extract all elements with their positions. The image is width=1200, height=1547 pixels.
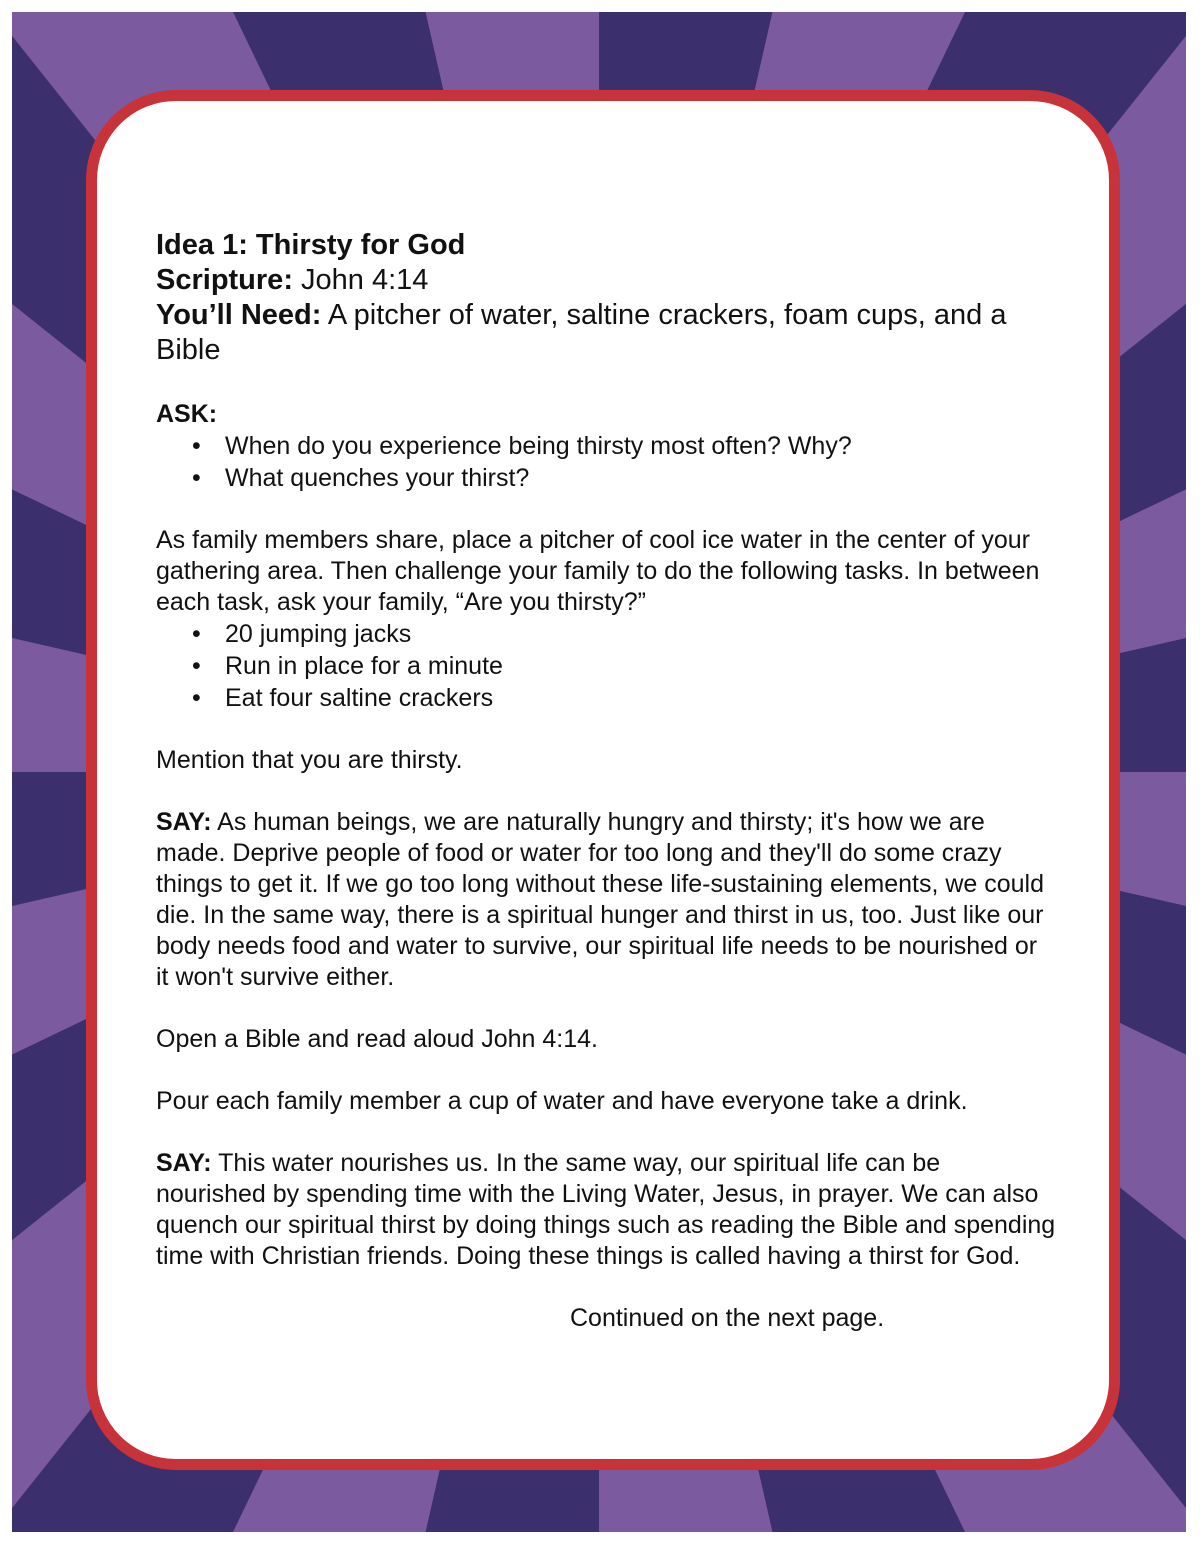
document-content <box>156 228 1056 1334</box>
continued-note: Continued on the next page. <box>570 1304 885 1332</box>
bullet-icon: • <box>192 432 201 460</box>
spacer <box>156 1117 1056 1148</box>
bullet-icon: • <box>192 464 201 492</box>
bullet-icon: • <box>192 684 201 712</box>
say-paragraph-2: SAY: This water nourishes us. In the same way, our spiritual life can be nourished by spending time with the Living Water, Jesus, in prayer. We can also quench our spiritual thirst by doing things such as reading the Bible and spending time with Christian friends. Doing these things is called having a thirst for God. <box>156 1149 1056 1270</box>
mention-paragraph: Mention that you are thirsty. <box>156 746 463 774</box>
idea-title: Idea 1: Thirsty for God <box>156 229 466 261</box>
spacer <box>156 494 1056 525</box>
spacer <box>156 1272 1056 1303</box>
bullet-icon: • <box>192 620 201 648</box>
scripture-label: Scripture: <box>156 264 293 296</box>
list-item: • Run in place for a minute <box>192 652 503 680</box>
needs-label: You’ll Need: <box>156 299 322 331</box>
list-item: • When do you experience being thirsty most often? Why? <box>192 432 852 460</box>
say-paragraph-1: SAY: As human beings, we are naturally hungry and thirsty; it's how we are made. Deprive people of food or water for too long and they'll do some crazy things to get it. If we go too long without these life-sustaining elements, we could die. In the same way, there is a spiritual hunger and thirst in us, too. Just like our body needs food and water to survive, our spiritual life needs to be nourished or it won't survive either. <box>156 808 1045 991</box>
tasks-list <box>156 618 1056 714</box>
spacer <box>156 368 1056 399</box>
spacer <box>156 776 1056 807</box>
needs-value: A pitcher of water, saltine crackers, foam cups, and a Bible <box>156 299 1007 366</box>
say-label: SAY: <box>156 1149 212 1177</box>
instructions-paragraph: As family members share, place a pitcher of cool ice water in the center of your gathering area. Then challenge your family to do the following tasks. In between each task, ask your family, “Are you thirsty?” <box>156 526 1040 616</box>
list-item: • 20 jumping jacks <box>192 620 412 648</box>
scripture-value: John 4:14 <box>292 264 429 296</box>
list-item: • What quenches your thirst? <box>192 464 530 492</box>
say-label: SAY: <box>156 808 212 836</box>
ask-label: ASK: <box>156 400 218 428</box>
spacer <box>156 714 1056 745</box>
pour-paragraph: Pour each family member a cup of water and have everyone take a drink. <box>156 1087 968 1115</box>
bullet-icon: • <box>192 652 201 680</box>
spacer <box>156 993 1056 1024</box>
spacer <box>156 1055 1056 1086</box>
read-paragraph: Open a Bible and read aloud John 4:14. <box>156 1025 599 1053</box>
list-item: • Eat four saltine crackers <box>192 684 494 712</box>
needs-line <box>156 298 1056 368</box>
scripture-line <box>156 263 1056 298</box>
ask-list <box>156 430 1056 494</box>
